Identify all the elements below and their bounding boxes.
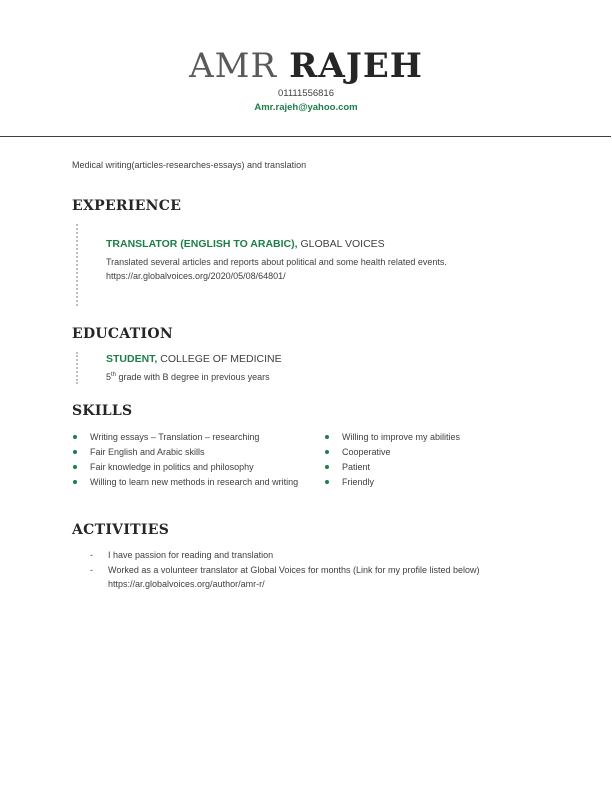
experience-description-line: Translated several articles and reports about political and some health related events.: [106, 257, 447, 267]
education-heading: EDUCATION: [72, 326, 173, 342]
bullet-icon: [73, 450, 77, 454]
education-title: [106, 353, 282, 365]
grade-suffix: th: [111, 372, 117, 378]
header-divider: [0, 136, 611, 137]
bullet-icon: [73, 435, 77, 439]
skills-list-left: [72, 430, 302, 490]
first-name: AMR: [189, 46, 278, 86]
bullet-icon: [73, 480, 77, 484]
skill-item: Fair English and Arabic skills: [72, 445, 302, 459]
education-timeline-line: [76, 352, 78, 384]
skill-item: Patient: [324, 460, 544, 474]
activity-item: - I have passion for reading and translation: [90, 550, 274, 560]
experience-org: GLOBAL VOICES: [300, 238, 385, 250]
dash-marker: -: [90, 550, 93, 560]
dash-marker: -: [90, 565, 93, 575]
experience-heading: EXPERIENCE: [72, 198, 182, 214]
skills-heading: SKILLS: [72, 403, 133, 419]
education-org: COLLEGE OF MEDICINE: [160, 353, 282, 365]
bullet-icon: [73, 465, 77, 469]
last-name: RAJEH: [289, 46, 423, 86]
skill-item: Willing to improve my abilities: [324, 430, 544, 444]
skill-item: Fair knowledge in politics and philosophy: [72, 460, 302, 474]
experience-role: TRANSLATOR (ENGLISH TO ARABIC),: [106, 238, 298, 250]
experience-timeline-line: [76, 224, 78, 306]
education-description: [106, 370, 270, 384]
activity-item: - Worked as a volunteer translator at Global Voices for months (Link for my profile listed below) https://ar.globalvoices.org/author/amr-r/: [90, 565, 480, 589]
experience-description: [106, 255, 447, 283]
skill-item: Writing essays – Translation – researching: [72, 430, 302, 444]
bullet-icon: [325, 465, 329, 469]
activities-heading: ACTIVITIES: [72, 522, 170, 538]
education-role: STUDENT,: [106, 353, 158, 365]
skill-item: Cooperative: [324, 445, 544, 459]
summary-text: Medical writing(articles-researches-essays) and translation: [72, 160, 307, 170]
phone-number: 01111556816: [277, 88, 334, 99]
experience-link[interactable]: https://ar.globalvoices.org/2020/05/08/64801/: [106, 271, 286, 281]
candidate-name: [0, 48, 612, 84]
bullet-icon: [325, 435, 329, 439]
activities-list: [90, 548, 550, 592]
skills-list-right: [324, 430, 544, 490]
skill-item: Friendly: [324, 475, 544, 489]
grade-number: 5: [106, 372, 112, 382]
skill-item: Willing to learn new methods in research and writing: [72, 475, 302, 489]
email-address[interactable]: Amr.rajeh@yahoo.com: [254, 102, 358, 113]
experience-title: [106, 238, 385, 250]
bullet-icon: [325, 480, 329, 484]
bullet-icon: [325, 450, 329, 454]
grade-text: grade with B degree in previous years: [116, 372, 270, 382]
